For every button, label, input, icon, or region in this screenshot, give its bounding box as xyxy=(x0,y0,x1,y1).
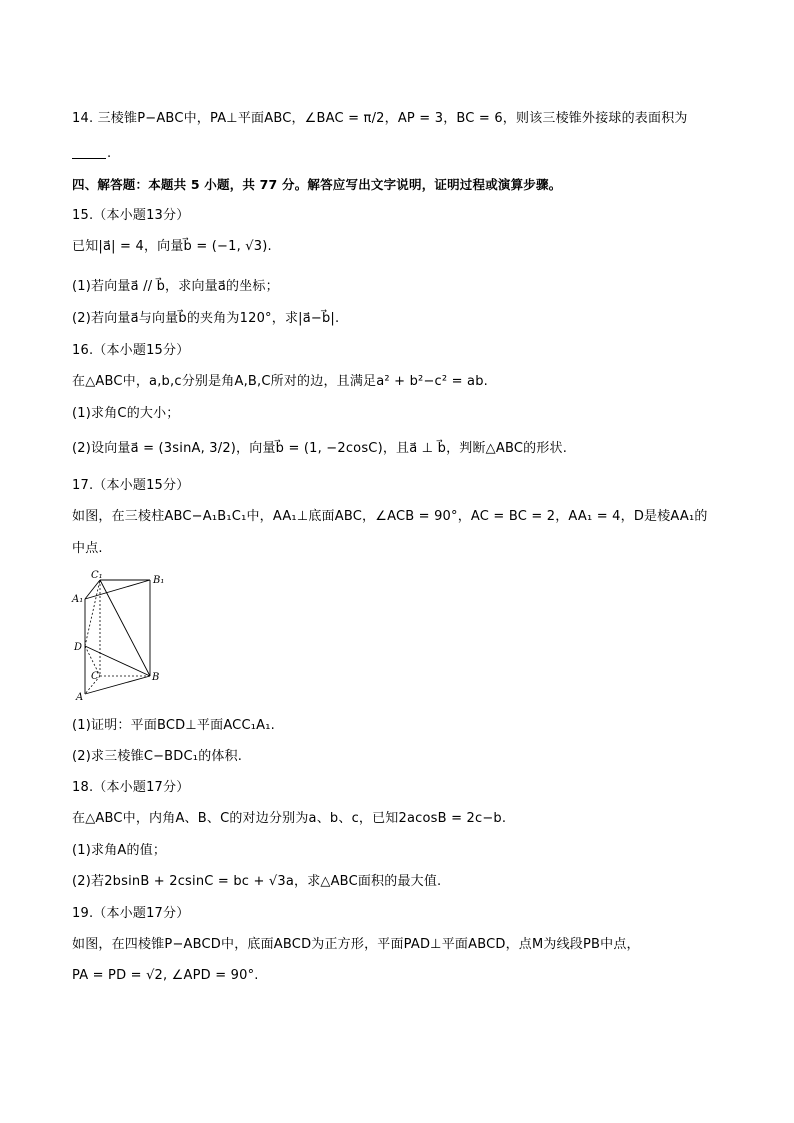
q16-part2: (2)设向量a⃗ = (3sinA, 3/2)，向量b⃗ = (1, −2cosC)，且a⃗ ⊥ b⃗，判断△ABC的形状. xyxy=(72,441,568,456)
section4-heading: 四、解答题：本题共 5 小题，共 77 分。解答应写出文字说明，证明过程或演算步骤。 xyxy=(72,177,562,192)
label-b1: B₁ xyxy=(153,575,165,586)
edge-c1-b xyxy=(100,580,150,676)
q15-header: 15.（本小题13分） xyxy=(72,208,190,223)
q16-header: 16.（本小题15分） xyxy=(72,343,190,358)
q15-stem: 已知|a⃗| = 4，向量b⃗ = (−1, √3). xyxy=(72,239,272,254)
q17-stem-line1: 如图，在三棱柱ABC−A₁B₁C₁中，AA₁⊥底面ABC，∠ACB = 90°，AC = BC = 2，AA₁ = 4，D是棱AA₁的 xyxy=(72,509,708,524)
q14-answer-blank xyxy=(72,158,106,159)
prism-figure xyxy=(68,566,178,706)
q17-part1: (1)证明：平面BCD⊥平面ACC₁A₁. xyxy=(72,718,275,733)
q17-part2: (2)求三棱锥C−BDC₁的体积. xyxy=(72,749,243,764)
label-b: B xyxy=(152,672,160,683)
q17-stem-line2: 中点. xyxy=(72,541,103,556)
q19-header: 19.（本小题17分） xyxy=(72,906,190,921)
label-c1: C₁ xyxy=(91,570,103,581)
q19-stem-line1: 如图，在四棱锥P−ABCD中，底面ABCD为正方形，平面PAD⊥平面ABCD，点M为线段PB中点， xyxy=(72,937,640,952)
q18-part1: (1)求角A的值； xyxy=(72,843,167,858)
q15-part2: (2)若向量a⃗与向量b⃗的夹角为120°，求|a⃗−b⃗|. xyxy=(72,311,340,326)
q18-header: 18.（本小题17分） xyxy=(72,780,190,795)
label-a: A xyxy=(76,692,84,703)
q14-text: 14. 三棱锥P−ABC中，PA⊥平面ABC，∠BAC = π/2，AP = 3，BC = 6，则该三棱锥外接球的表面积为 xyxy=(72,111,688,126)
label-c: C xyxy=(91,671,99,682)
q16-part1: (1)求角C的大小； xyxy=(72,406,180,421)
q16-stem: 在△ABC中，a,b,c分别是角A,B,C所对的边，且满足a² + b²−c² = ab. xyxy=(72,374,488,389)
q17-header: 17.（本小题15分） xyxy=(72,478,190,493)
q15-part1: (1)若向量a⃗ // b⃗，求向量a⃗的坐标； xyxy=(72,279,279,294)
edge-a1-b1 xyxy=(85,580,150,599)
q19-stem-line2: PA = PD = √2, ∠APD = 90°. xyxy=(72,968,259,983)
q14-blank-period: . xyxy=(107,146,112,161)
label-a1: A₁ xyxy=(72,594,84,605)
q18-stem: 在△ABC中，内角A、B、C的对边分别为a、b、c，已知2acosB = 2c−b. xyxy=(72,811,507,826)
q18-part2: (2)若2bsinB + 2csinC = bc + √3a，求△ABC面积的最大值. xyxy=(72,874,442,889)
label-d: D xyxy=(74,642,83,653)
